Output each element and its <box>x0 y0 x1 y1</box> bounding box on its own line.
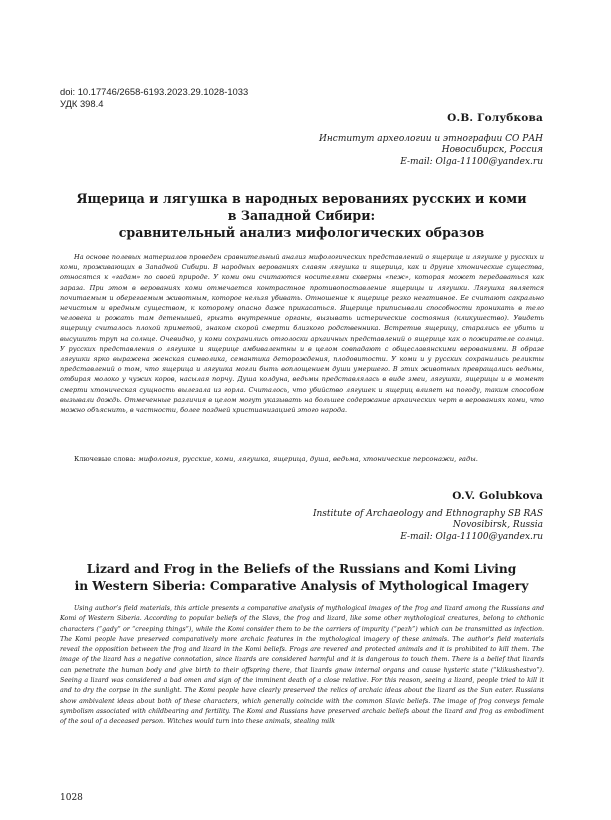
affiliation-line: Institute of Archaeology and Ethnography SB RAS <box>312 509 543 519</box>
article-meta <box>60 86 248 109</box>
keywords-ru <box>74 454 544 464</box>
title-line: Ящерица и лягушка в народных верованиях русских и коми <box>76 191 527 206</box>
udk: УДК 398.4 <box>60 97 104 109</box>
doi: doi: 10.17746/2658-6193.2023.29.1028-1033 <box>60 86 249 97</box>
email-ru: E-mail: Olga-11100@yandex.ru <box>400 156 543 167</box>
title-line: в Западной Сибири: <box>227 208 376 223</box>
keywords-label: Ключевые слова: <box>74 455 136 463</box>
author-en: O.V. Golubkova <box>452 490 543 502</box>
author-ru: О.В. Голубкова <box>447 112 543 124</box>
affiliation-line: Новосибирск, Россия <box>441 145 543 156</box>
keywords-list: мифология, русские, коми, лягушка, ящерица, душа, ведьма, хтонические персонажи, гады. <box>138 455 478 463</box>
title-ru <box>60 190 543 241</box>
title-en <box>60 561 543 595</box>
affiliation-line: Novosibirsk, Russia <box>452 520 543 531</box>
affiliation-en <box>313 509 543 543</box>
abstract-en: Using author’s field materials, this article presents a comparative analysis of mythological images of the frog and lizard among the Russians and Komi of Western Siberia. According to popular beliefs of the Slavs, the frog and lizard, like some other mythological creatures, belong to chthonic characters (“gady” or “creeping things”), while the Komi consider them to be the carriers of impurity (“pezh”) which can be transmitted as infection. The Komi people have preserved comparatively more archaic features in the mythological imagery of these animals. The author’s field materials reveal the opposition between the frog and lizard in the Komi beliefs. Frogs are revered and protected animals and it is prohibited to kill them. The image of the lizard has a negative connotation, since lizards are considered harmful and it is dangerous to touch them. There is a belief that lizards can penetrate the human body and give birth to their offspring there, that lizards gnaw internal organs and cause hysteric state (“klikushestvo”). Seeing a lizard was considered a bad omen and sign of the imminent death of a close relative. For this reason, seeing a lizard, people tried to kill it and to dry the corpse in the sunlight. The Komi people have clearly preserved the relics of archaic ideas about the lizard as the Sun eater. Russians show ambivalent ideas about both of these characters, which generally coincide with the common Slavic beliefs. The image of frog conveys female symbolism associated with childbearing and fertility. The Komi and Russians have preserved archaic beliefs about the lizard and frog as embodiment of the soul of a deceased person. Witches would turn into these animals, stealing milk <box>60 605 544 726</box>
affiliation-ru <box>319 134 543 168</box>
title-line: сравнительный анализ мифологических образов <box>118 225 485 240</box>
title-line: Lizard and Frog in the Beliefs of the Russians and Komi Living <box>86 562 517 576</box>
title-line: in Western Siberia: Comparative Analysis of Mythological Imagery <box>74 579 529 593</box>
page-number: 1028 <box>60 793 83 803</box>
affiliation-line: Институт археологии и этнографии СО РАН <box>319 134 543 144</box>
email-en: E-mail: Olga-11100@yandex.ru <box>400 531 543 542</box>
abstract-ru: На основе полевых материалов проведен сравнительный анализ мифологических представлений о ящерице и лягушке у русских и коми, проживающих в Западной Сибири. В народных верованиях славян лягушка и ящерица, как и другие хтонические существа, относятся к «гадам» по своей природе. У коми они считаются носителями скверны «пеж», которая может передаваться как зараза. При этом в верованиях коми отмечается контрастное противопоставление ящерицы и лягушки. Лягушка является почитаемым и оберегаемым животным, которое нельзя убивать. Отношение к ящерице резко негативное. Ее считают сакрально нечистым и вредным существом, к которому опасно даже прикасаться. Ящерице приписывали способности проникать в тело человека и рожать там детенышей, грызть внутренние органы, вызывать истерические состояния (кликушество). Увидеть ящерицу считалось плохой приметой, знаком скорой смерти близкого родственника. Встретив ящерицу, старались ее убить и высушить труп на солнце. Очевидно, у коми сохранились отголоски архаичных представлений о ящерице как о пожирателе солнца. У русских представления о лягушке и ящерице амбивалентны и в целом совпадают с общеславянскими верованиями. В образе лягушки ярко выражена женская символика, семантика деторождения, плодовитости. У коми и у русских сохранились реликты представлений о том, что ящерица и лягушка могли быть воплощением души умершего. В этих животных превращались ведьмы, отбирая молоко у чужих коров, насылая порчу. Душа колдуна, ведьмы представлялась в виде змеи, лягушки, ящерицы и в момент смерти хтоническая сущность вылезала из горла. Считалось, что убийство лягушек и ящериц влияет на погоду, таким способом вызывали дождь. Отмеченные различия в целом могут указывать на большее содержание архаических черт в верованиях коми, что можно объяснить, в частности, более поздней христианизацией этого народа. <box>60 253 544 415</box>
